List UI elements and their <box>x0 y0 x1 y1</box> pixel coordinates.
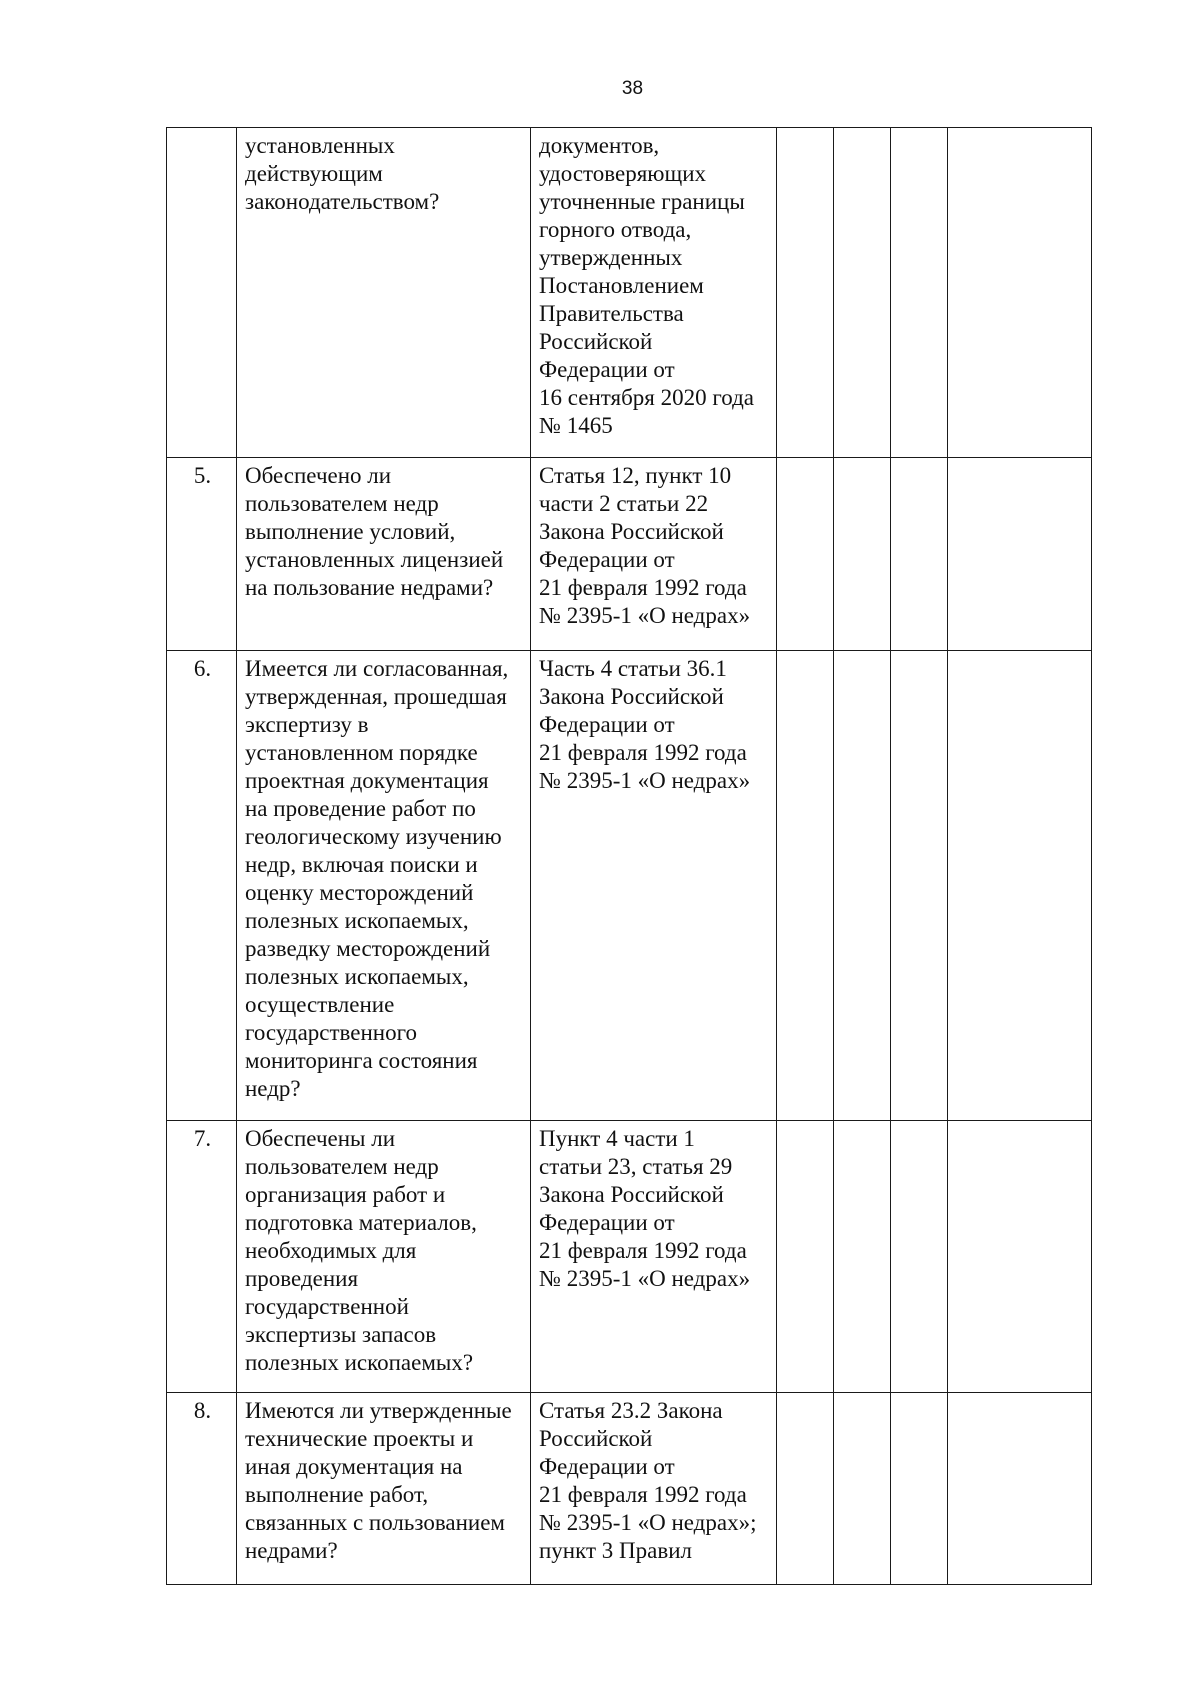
row-number: 7. <box>167 1121 237 1393</box>
row-number <box>167 128 237 458</box>
note-cell <box>948 651 1092 1121</box>
answer-cell-no <box>834 1121 891 1393</box>
reference-cell: Статья 12, пункт 10 части 2 статьи 22 Закона Российской Федерации от 21 февраля 1992 года № 2395-1 «О недрах» <box>531 458 777 651</box>
answer-cell-no <box>834 128 891 458</box>
question-cell: Имеются ли утвержденные технические проекты и иная документация на выполнение работ, связанных с пользованием недрами? <box>237 1393 531 1585</box>
answer-cell-na <box>891 1393 948 1585</box>
row-number: 5. <box>167 458 237 651</box>
answer-cell-na <box>891 458 948 651</box>
question-cell: установленных действующим законодательством? <box>237 128 531 458</box>
reference-cell: Статья 23.2 Закона Российской Федерации от 21 февраля 1992 года № 2395-1 «О недрах»; пункт 3 Правил <box>531 1393 777 1585</box>
note-cell <box>948 128 1092 458</box>
answer-cell-yes <box>777 1121 834 1393</box>
page-number: 38 <box>621 78 644 99</box>
answer-cell-yes <box>777 458 834 651</box>
answer-cell-no <box>834 458 891 651</box>
table-row <box>167 651 1092 1121</box>
note-cell <box>948 458 1092 651</box>
answer-cell-yes <box>777 1393 834 1585</box>
table-row <box>167 1121 1092 1393</box>
answer-cell-na <box>891 128 948 458</box>
note-cell <box>948 1121 1092 1393</box>
checklist-table <box>166 127 1092 1585</box>
reference-cell: Часть 4 статьи 36.1 Закона Российской Федерации от 21 февраля 1992 года № 2395-1 «О недрах» <box>531 651 777 1121</box>
table-row <box>167 458 1092 651</box>
table-row <box>167 128 1092 458</box>
answer-cell-yes <box>777 651 834 1121</box>
answer-cell-na <box>891 651 948 1121</box>
reference-cell: документов, удостоверяющих уточненные границы горного отвода, утвержденных Постановлением Правительства Российской Федерации от 16 сентября 2020 года № 1465 <box>531 128 777 458</box>
note-cell <box>948 1393 1092 1585</box>
question-cell: Обеспечены ли пользователем недр организация работ и подготовка материалов, необходимых для проведения государственной экспертизы запасов полезных ископаемых? <box>237 1121 531 1393</box>
answer-cell-yes <box>777 128 834 458</box>
question-cell: Обеспечено ли пользователем недр выполнение условий, установленных лицензией на пользование недрами? <box>237 458 531 651</box>
answer-cell-no <box>834 1393 891 1585</box>
answer-cell-no <box>834 651 891 1121</box>
question-cell: Имеется ли согласованная, утвержденная, прошедшая экспертизу в установленном порядке проектная документация на проведение работ по геологическому изучению недр, включая поиски и оценку месторождений полезных ископаемых, разведку месторождений полезных ископаемых, осуществление государственного мониторинга состояния недр? <box>237 651 531 1121</box>
row-number: 6. <box>167 651 237 1121</box>
reference-cell: Пункт 4 части 1 статьи 23, статья 29 Закона Российской Федерации от 21 февраля 1992 года № 2395-1 «О недрах» <box>531 1121 777 1393</box>
table-row <box>167 1393 1092 1585</box>
answer-cell-na <box>891 1121 948 1393</box>
row-number: 8. <box>167 1393 237 1585</box>
